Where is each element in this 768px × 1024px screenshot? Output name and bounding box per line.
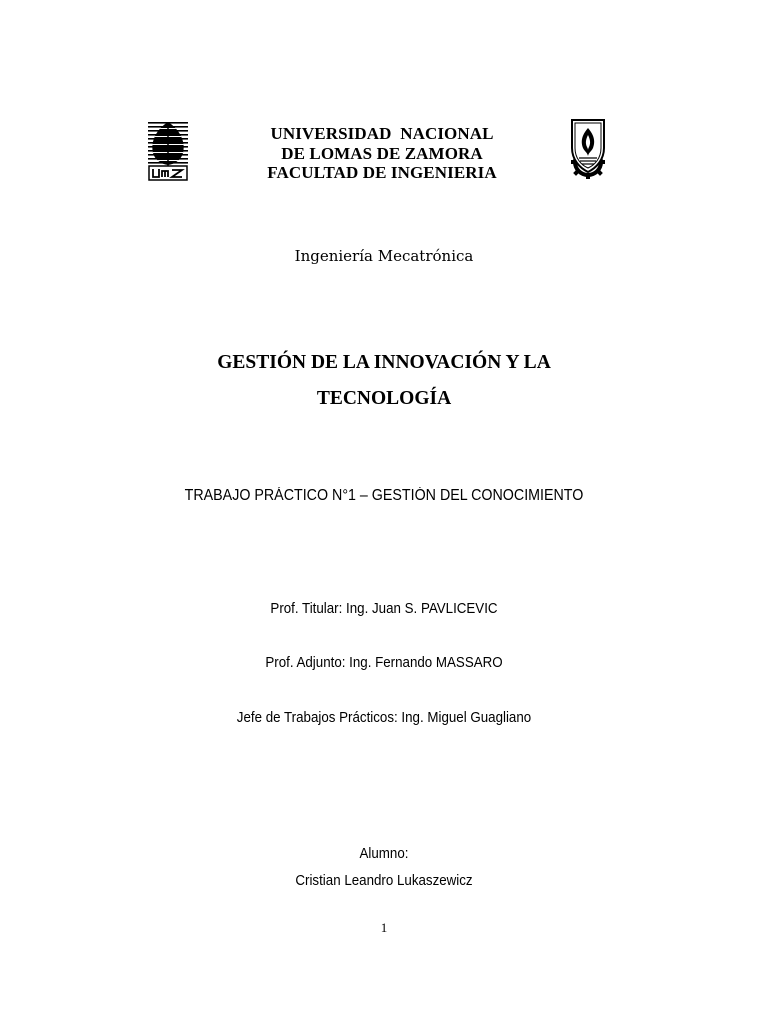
professor-adjunto: Prof. Adjunto: Ing. Fernando MASSARO — [265, 655, 503, 671]
practical-work-chief: Jefe de Trabajos Prácticos: Ing. Miguel Guagliano — [236, 710, 532, 726]
university-name-line1: UNIVERSIDAD NACIONAL — [270, 124, 494, 143]
university-header — [200, 124, 564, 183]
course-title-line1: GESTIÓN DE LA INNOVACIÓN Y LA — [217, 352, 551, 373]
faculty-shield-logo — [566, 118, 610, 180]
career-name: Ingeniería Mecatrónica — [294, 247, 474, 265]
faculty-name: FACULTAD DE INGENIERIA — [267, 163, 497, 182]
assignment-title: TRABAJO PRÁCTICO N°1 – GESTIÓN DEL CONOCIMIENTO — [184, 487, 584, 504]
unlz-logo — [148, 120, 188, 182]
course-title — [100, 345, 668, 417]
university-name-line2: DE LOMAS DE ZAMORA — [281, 143, 483, 163]
page-number: 1 — [380, 920, 388, 935]
course-title-line2: TECNOLOGÍA — [316, 388, 452, 409]
professor-titular: Prof. Titular: Ing. Juan S. PAVLICEVIC — [270, 601, 498, 617]
student-label: Alumno: — [359, 846, 409, 862]
student-name: Cristian Leandro Lukaszewicz — [295, 873, 473, 889]
